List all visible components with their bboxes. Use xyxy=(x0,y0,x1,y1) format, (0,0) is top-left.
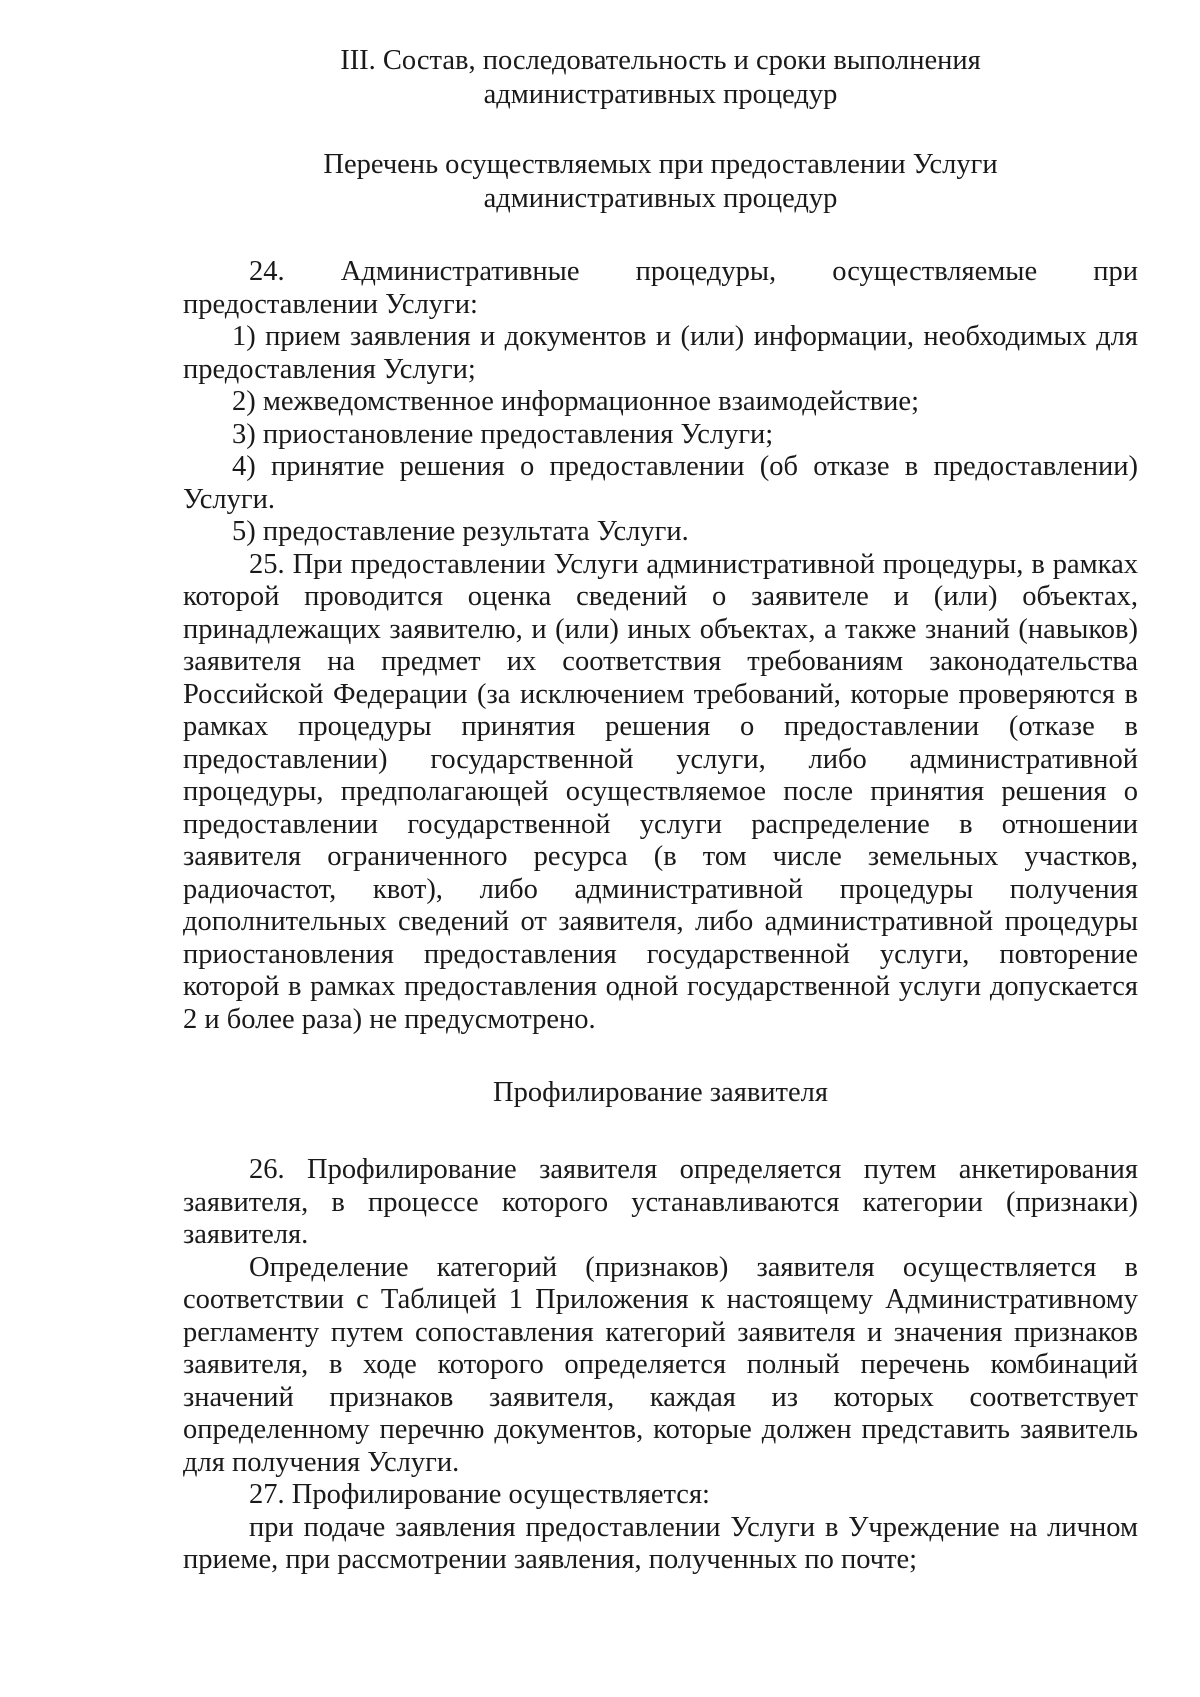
paragraph-24-item-5: 5) предоставление результата Услуги. xyxy=(232,516,689,547)
paragraph-24-item-1: 1) прием заявления и документов и (или) информации, необходимых для предоставления Услуги; xyxy=(183,321,1138,385)
paragraph-26-continuation: Определение категорий (признаков) заявителя осуществляется в соответствии с Таблицей 1 Приложения к настоящему Административному регламенту путем сопоставления категорий заявителя и значения признаков заявителя, в ходе которого определяется полный перечень комбинаций значений признаков заявителя, каждая из которых соответствует определенному перечню документов, которые должен представить заявитель для получения Услуги. xyxy=(183,1251,1138,1478)
paragraph-24-item-2: 2) межведомственное информационное взаимодействие; xyxy=(232,386,919,417)
document-body xyxy=(183,44,1138,1577)
section-title-line2: административных процедур xyxy=(483,79,838,110)
subsection-title-line1: Перечень осуществляемых при предоставлении Услуги xyxy=(323,149,998,180)
section-title-line1: III. Состав, последовательность и сроки выполнения xyxy=(340,45,981,76)
section-heading xyxy=(183,44,1138,112)
subsection-heading-procedures xyxy=(183,148,1138,216)
paragraph-27: 27. Профилирование осуществляется: xyxy=(249,1479,710,1510)
paragraph-25: 25. При предоставлении Услуги административной процедуры, в рамках которой проводится оценка сведений о заявителе и (или) объектах, принадлежащих заявителю, и (или) иных объектах, а также знаний (навыков) заявителя на предмет их соответствия требованиям законодательства Российской Федерации (за исключением требований, которые проверяются в рамках процедуры принятия решения о предоставлении (отказе в предоставлении) государственной услуги, либо административной процедуры, предполагающей осуществляемое после принятия решения о предоставлении государственной услуги распределение в отношении заявителя ограниченного ресурса (в том числе земельных участков, радиочастот, квот), либо административной процедуры получения дополнительных сведений от заявителя, либо административной процедуры приостановления предоставления государственной услуги, повторение которой в рамках предоставления одной государственной услуги допускается 2 и более раза) не предусмотрено. xyxy=(183,548,1138,1035)
paragraph-24-item-4: 4) принятие решения о предоставлении (об отказе в предоставлении) Услуги. xyxy=(183,451,1138,515)
paragraph-24-intro: 24. Административные процедуры, осуществляемые при предоставлении Услуги: xyxy=(183,256,1138,320)
subsection-title-line2: административных процедур xyxy=(483,183,838,214)
subsection-heading-profiling xyxy=(183,1076,1138,1110)
paragraph-24-item-3: 3) приостановление предоставления Услуги; xyxy=(232,418,774,450)
paragraph-27-item: при подаче заявления предоставлении Услуги в Учреждение на личном приеме, при рассмотрении заявления, полученных по почте; xyxy=(183,1511,1138,1575)
subsection-profiling-title: Профилирование заявителя xyxy=(493,1077,828,1108)
paragraph-26: 26. Профилирование заявителя определяется путем анкетирования заявителя, в процессе которого устанавливаются категории (признаки) заявителя. xyxy=(183,1154,1138,1250)
